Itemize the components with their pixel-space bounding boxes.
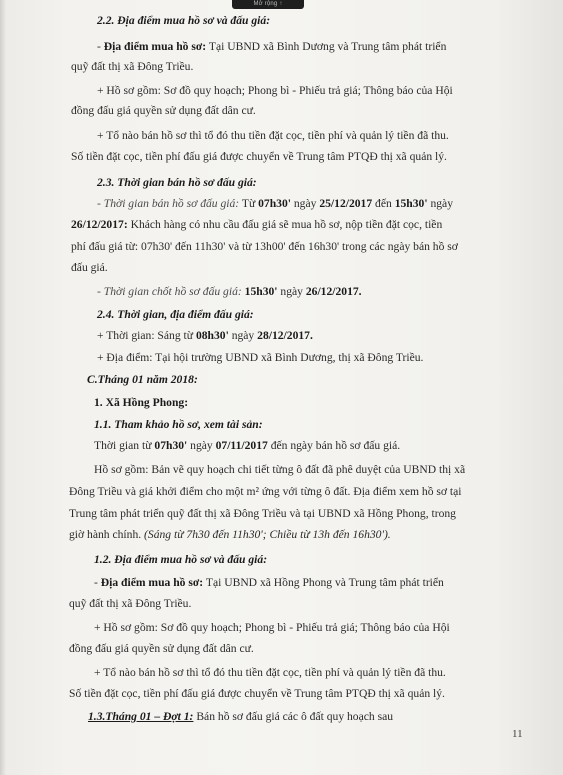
s22-fee-line: + Tổ nào bán hồ sơ thì tổ đó thu tiền đặt cọc, tiền phí và quản lý tiền đã thu. <box>97 129 449 142</box>
heading-2-3: 2.3. Thời gian bán hồ sơ đấu giá: <box>97 176 257 189</box>
c12-place-line2: quỹ đất thị xã Đông Triều. <box>69 597 192 610</box>
heading-c: C.Tháng 01 năm 2018: <box>87 373 198 386</box>
page-edge-shadow <box>0 0 6 775</box>
s24-time-line <box>97 329 313 343</box>
c12-fee-line2: Số tiền đặt cọc, tiền phí đấu giá được chuyển về Trung tâm PTQĐ thị xã quản lý. <box>69 687 445 700</box>
heading-2-2: 2.2. Địa điểm mua hồ sơ và đấu giá: <box>97 14 271 27</box>
s22-fee-line2: Số tiền đặt cọc, tiền phí đấu giá được chuyển về Trung tâm PTQĐ thị xã quản lý. <box>71 150 447 163</box>
c11-docs-line3: Trung tâm phát triển quỹ đất thị xã Đông Triều và tại UBND xã Hồng Phong, trong <box>69 507 456 520</box>
s23-close-time: 15h30' <box>244 285 278 298</box>
s23-sale-line <box>97 197 453 211</box>
s23-sale-line3: phí đấu giá từ: 07h30' đến 11h30' và từ 13h00' đến 16h30' trong các ngày bán hồ sơ <box>71 240 458 253</box>
c12-docs-line2: đồng đấu giá quyền sử dụng đất dân cư. <box>69 642 254 655</box>
page-number: 11 <box>512 728 523 740</box>
s23-sale-label: - Thời gian bán hồ sơ đấu giá: <box>97 197 240 210</box>
s23-sale-den: đến <box>372 197 395 210</box>
s23-close-date: 26/12/2017. <box>305 285 362 298</box>
s24-time-ngay: ngày <box>228 329 258 342</box>
s22-docs-line: + Hồ sơ gồm: Sơ đồ quy hoạch; Phong bì - Phiếu trả giá; Thông báo của Hội <box>97 84 453 97</box>
c12-place-line: - Địa điểm mua hồ sơ: Tại UBND xã Hồng Phong và Trung tâm phát triển <box>94 576 444 589</box>
s24-time-date: 28/12/2017. <box>257 329 313 342</box>
s23-close-label: - Thời gian chốt hồ sơ đấu giá: <box>97 285 242 298</box>
s23-sale-rest: Khách hàng có nhu cầu đấu giá sẽ mua hồ sơ, nộp tiền đặt cọc, tiền <box>127 218 443 231</box>
c12-place-text: Tại UBND xã Hồng Phong và Trung tâm phát triển <box>203 576 444 589</box>
heading-2-4: 2.4. Thời gian, địa điểm đấu giá: <box>97 308 254 321</box>
c11-time-rest: đến ngày bán hồ sơ đấu giá. <box>267 439 401 452</box>
c11-time-date: 07/11/2017 <box>215 439 268 452</box>
c11-docs4b: (Sáng từ 7h30 đến 11h30'; Chiều từ 13h đến 16h30'). <box>144 528 391 541</box>
heading-c1-3: 1.3.Tháng 01 – Đợt 1: <box>88 710 194 723</box>
c13-line <box>88 710 393 724</box>
heading-c1-1: 1.1. Tham khảo hồ sơ, xem tài sản: <box>94 418 263 431</box>
s22-place-line: - Địa điểm mua hồ sơ: Tại UBND xã Bình Dương và Trung tâm phát triển <box>97 40 447 53</box>
c11-time-a: Thời gian từ <box>94 439 155 452</box>
s23-sale-line4: đấu giá. <box>71 261 108 274</box>
c12-docs-line: + Hồ sơ gồm: Sơ đồ quy hoạch; Phong bì - Phiếu trả giá; Thông báo của Hội <box>94 621 450 634</box>
s23-sale-date2: 26/12/2017: <box>71 218 128 231</box>
expand-tab[interactable]: Mở rộng ↑ <box>232 0 304 9</box>
s23-close-line <box>97 285 362 299</box>
s24-time-label: + Thời gian: Sáng từ <box>97 329 196 342</box>
heading-c1: 1. Xã Hồng Phong: <box>94 396 189 409</box>
s22-place-text: Tại UBND xã Bình Dương và Trung tâm phát triển <box>206 40 447 53</box>
s23-sale-ngay1: ngày <box>290 197 320 210</box>
s23-sale-date1: 25/12/2017 <box>319 197 373 210</box>
c11-docs-line4 <box>69 528 391 542</box>
s23-sale-time2: 15h30' <box>394 197 428 210</box>
c11-docs-line: Hồ sơ gồm: Bản vẽ quy hoạch chi tiết từng ô đất đã phê duyệt của UBND thị xã <box>94 463 466 476</box>
c11-docs-line2: Đông Triều và giá khởi điểm cho một m² ứng với từng ô đất. Địa điểm xem hồ sơ tại <box>69 485 462 498</box>
s23-close-ngay: ngày <box>277 285 306 298</box>
heading-c1-2: 1.2. Địa điểm mua hồ sơ và đấu giá: <box>94 553 268 566</box>
s22-place-label: Địa điểm mua hồ sơ: <box>103 40 207 53</box>
s24-time-value: 08h30' <box>195 329 229 342</box>
c11-time-line <box>94 439 400 453</box>
s23-sale-ngay2: ngày <box>427 197 453 210</box>
c11-time-ngay: ngày <box>187 439 216 452</box>
s23-sale-line2 <box>71 218 442 232</box>
c13-text: Bán hồ sơ đấu giá các ô đất quy hoạch sau <box>193 710 394 723</box>
c12-place-label: Địa điểm mua hồ sơ: <box>100 576 204 589</box>
c11-docs4a: giờ hành chính. <box>69 528 145 541</box>
s22-docs-line2: đồng đấu giá quyền sử dụng đất dân cư. <box>71 104 256 117</box>
s23-sale-from: Từ <box>239 197 259 210</box>
s24-place-line: + Địa điểm: Tại hội trường UBND xã Bình Dương, thị xã Đông Triều. <box>97 351 424 364</box>
c12-fee-line: + Tổ nào bán hồ sơ thì tổ đó thu tiền đặt cọc, tiền phí và quản lý tiền đã thu. <box>94 666 446 679</box>
c11-time-value: 07h30' <box>154 439 188 452</box>
s23-sale-time1: 07h30' <box>258 197 291 210</box>
s22-place-line2: quỹ đất thị xã Đông Triều. <box>71 60 194 73</box>
